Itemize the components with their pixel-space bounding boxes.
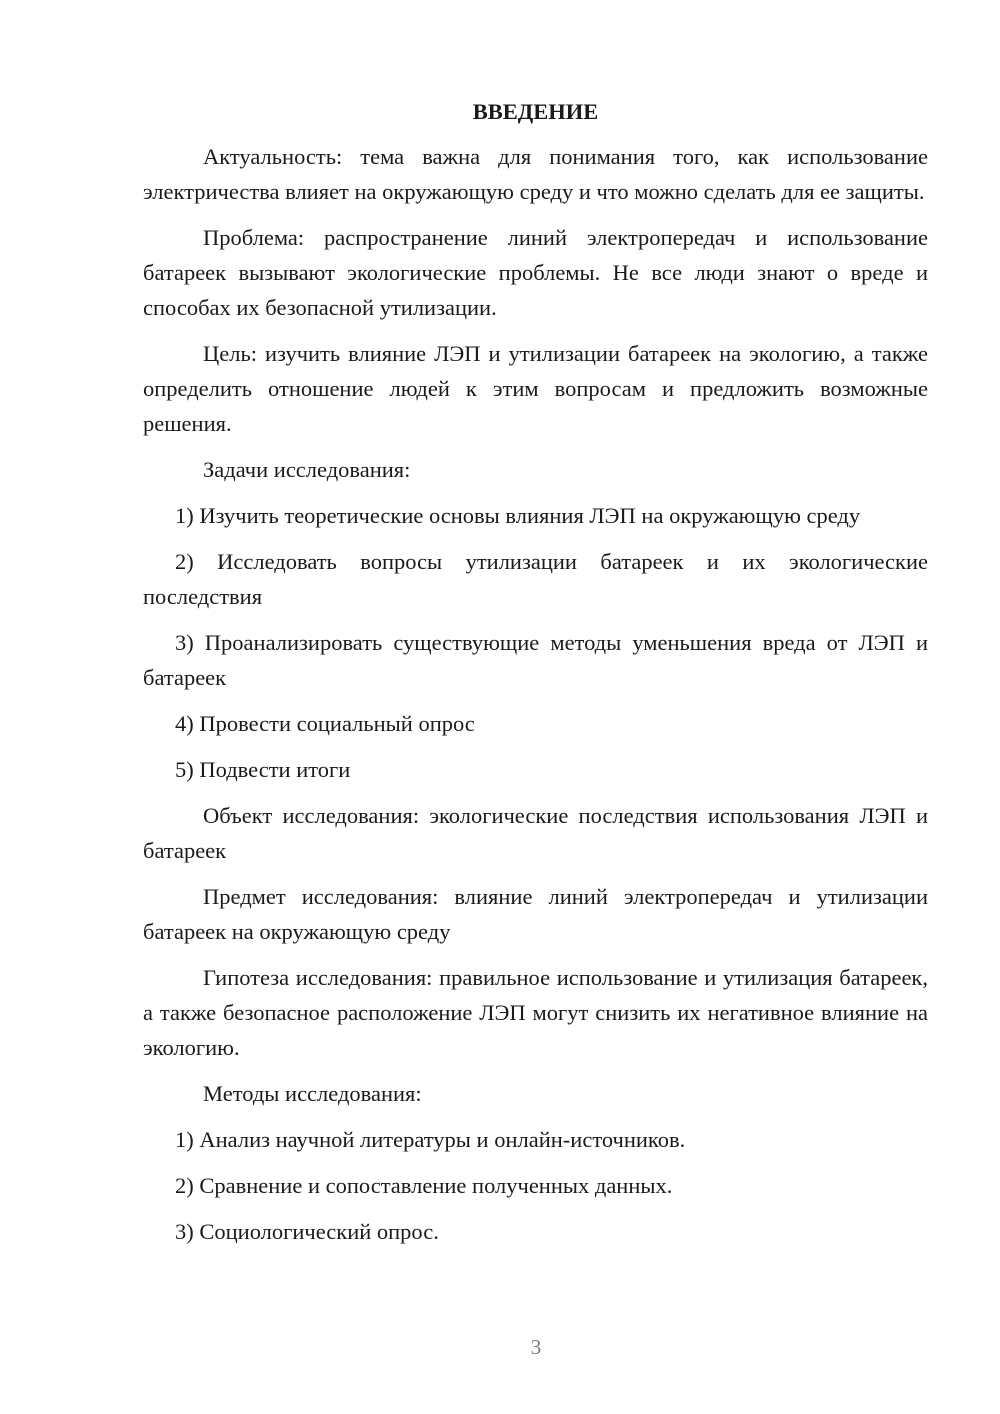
tasks-heading: Задачи исследования:	[203, 457, 411, 482]
method-item: 3) Социологический опрос.	[175, 1219, 439, 1244]
problem-paragraph: Проблема: распространение линий электропередач и использование батареек вызывают экологические проблемы. Не все люди знают о вреде и способах их безопасной утилизации.	[143, 225, 928, 320]
relevance-paragraph: Актуальность: тема важна для понимания того, как использование электричества влияет на окружающую среду и что можно сделать для ее защиты.	[143, 144, 928, 204]
methods-heading: Методы исследования:	[203, 1081, 422, 1106]
task-item: 2) Исследовать вопросы утилизации батареек и их экологические последствия	[143, 549, 928, 609]
subject-paragraph: Предмет исследования: влияние линий электропередач и утилизации батареек на окружающую среду	[143, 884, 928, 944]
method-item: 2) Сравнение и сопоставление полученных данных.	[175, 1173, 673, 1198]
page-number: 3	[530, 1335, 542, 1359]
section-title: ВВЕДЕНИЕ	[472, 99, 599, 124]
goal-paragraph: Цель: изучить влияние ЛЭП и утилизации батареек на экологию, а также определить отношение людей к этим вопросам и предложить возможные решения.	[143, 341, 928, 436]
method-item: 1) Анализ научной литературы и онлайн-источников.	[175, 1127, 686, 1152]
hypothesis-paragraph: Гипотеза исследования: правильное использование и утилизация батареек, а также безопасное расположение ЛЭП могут снизить их негативное влияние на экологию.	[143, 965, 928, 1060]
task-item: 3) Проанализировать существующие методы уменьшения вреда от ЛЭП и батареек	[143, 630, 928, 690]
task-item: 4) Провести социальный опрос	[175, 711, 475, 736]
task-item: 1) Изучить теоретические основы влияния ЛЭП на окружающую среду	[175, 503, 861, 528]
object-paragraph: Объект исследования: экологические последствия использования ЛЭП и батареек	[143, 803, 928, 863]
task-item: 5) Подвести итоги	[175, 757, 351, 782]
page-content	[143, 94, 928, 1260]
